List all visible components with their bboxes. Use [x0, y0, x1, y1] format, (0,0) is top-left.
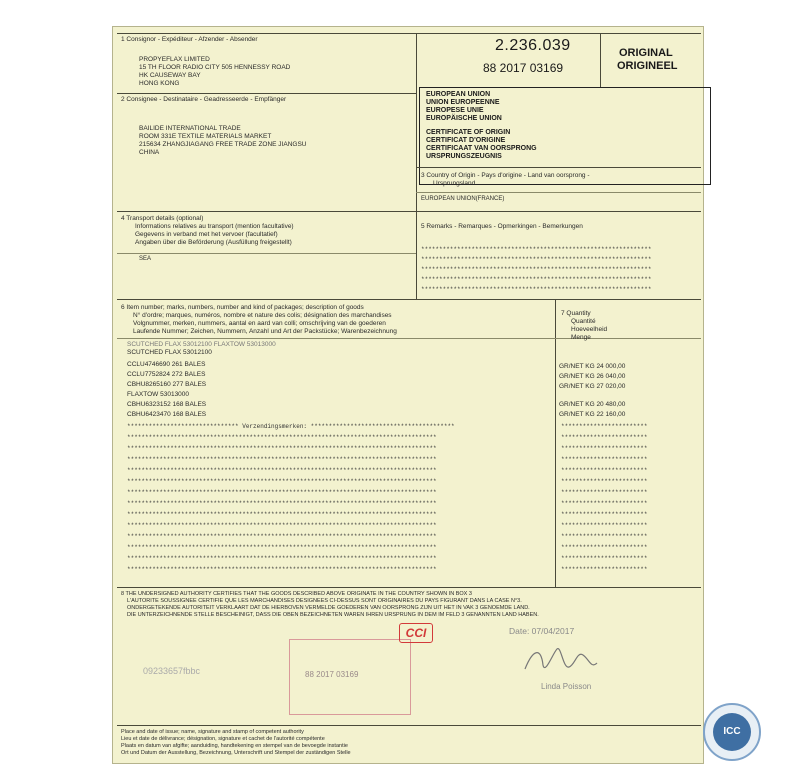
quantity-5: GR/NET KG 22 160,00: [559, 411, 626, 418]
signer-name: Linda Poisson: [541, 682, 592, 691]
certificate-number: 2.236.039: [495, 37, 571, 54]
goods-line-6: FLAXTOW 53013000: [127, 391, 190, 398]
quantity-filler-7: ************************: [561, 489, 648, 496]
quantity-filler-13: ************************: [561, 555, 648, 562]
box5-label: 5 Remarks - Remarques - Opmerkingen - Bemerkungen: [421, 223, 583, 230]
signature-stroke: [525, 649, 597, 669]
stamp-code: 09233657fbbc: [143, 666, 201, 676]
divider-footer: [117, 725, 701, 726]
box4-label-3: Gegevens in verband met het vervoer (facultatief): [135, 231, 278, 238]
footer-line-2: Lieu et date de délivrance; désignation, signature et cachet de l'autorité compétente: [121, 736, 325, 742]
consignor-line-1: PROPYEFLAX LIMITED: [139, 56, 210, 63]
goods-line-2: SCUTCHED FLAX 53012100: [127, 349, 212, 356]
box7-label-1: 7 Quantity: [561, 310, 591, 317]
box8-text-4: DIE UNTERZEICHNENDE STELLE BESCHEINIGT, DASS DIE OBEN BEZEICHNETEN WAREN IHREN URSPRUNG IN DEM IM FELD 3 GENANNTEN LAND HABEN.: [127, 612, 539, 618]
quantity-filler-5: ************************: [561, 467, 648, 474]
box7-label-4: Menge: [571, 334, 591, 341]
consignor-line-4: HONG KONG: [139, 80, 180, 87]
remarks-filler-1: ****************************************************************: [421, 246, 652, 253]
icc-seal-text: ICC: [723, 726, 741, 737]
country-of-origin-value: EUROPEAN UNION(FRANCE): [421, 196, 505, 202]
divider-box8-top: [117, 587, 701, 588]
remarks-filler-5: ****************************************************************: [421, 286, 652, 293]
goods-filler-1: **************************************************************************************: [127, 434, 437, 441]
origineel-label: ORIGINEEL: [617, 60, 678, 72]
icc-seal-inner: [713, 713, 751, 751]
consignee-line-2: ROOM 331E TEXTILE MATERIALS MARKET: [139, 133, 272, 140]
certificate-sheet: [112, 26, 741, 764]
eu-line-3: EUROPESE UNIE: [426, 107, 484, 114]
cert-title-1: CERTIFICATE OF ORIGIN: [426, 129, 511, 136]
quantity-4: GR/NET KG 20 480,00: [559, 401, 626, 408]
divider-box6-top: [117, 299, 701, 300]
box2-label: 2 Consignee - Destinataire - Geadresseerde - Empfänger: [121, 96, 287, 103]
box7-label-3: Hoeveelheid: [571, 326, 608, 333]
footer-line-4: Ort und Datum der Ausstellung, Bezeichnung, Unterschrift und Stempel der zuständigen Stelle: [121, 750, 351, 756]
issue-date: Date: 07/04/2017: [509, 626, 575, 636]
divider-top: [117, 33, 701, 34]
quantity-filler-3: ************************: [561, 445, 648, 452]
box6-label-2: N° d'ordre; marques, numéros, nombre et nature des colis; désignation des marchandises: [133, 312, 392, 319]
box8-text-3: ONDERGETEKENDE AUTORITEIT VERKLAART DAT DE HIERBOVEN VERMELDE GOEDEREN VAN OORSPRONG ZIJN UIT HET IN VAK 3 GENOEMDE LAND.: [127, 605, 530, 611]
certificate-serial: 88 2017 03169: [483, 61, 564, 75]
quantity-2: GR/NET KG 26 040,00: [559, 373, 626, 380]
divider-box6-box7: [555, 299, 556, 587]
consignor-line-2: 15 TH FLOOR RADIO CITY 505 HENNESSY ROAD: [139, 64, 291, 71]
divider-box3-box5: [416, 211, 701, 212]
remarks-filler-2: ****************************************************************: [421, 256, 652, 263]
goods-filler-5: **************************************************************************************: [127, 478, 437, 485]
goods-filler-13: **************************************************************************************: [127, 566, 437, 573]
signature-scribble: [521, 639, 601, 679]
box1-label: 1 Consignor - Expéditeur - Afzender - Absender: [121, 36, 258, 43]
quantity-filler-11: ************************: [561, 533, 648, 540]
box7-label-2: Quantité: [571, 318, 596, 325]
shipping-marks-line: ******************************* Verzendingsmerken: ****************************************: [127, 423, 455, 430]
quantity-filler-1: ************************: [561, 423, 648, 430]
goods-line-7: CBHU6323152 168 BALES: [127, 401, 207, 408]
original-label: ORIGINAL: [619, 47, 673, 59]
stamp-serial: 88 2017 03169: [305, 670, 359, 679]
goods-line-4: CCLU7752824 272 BALES: [127, 371, 206, 378]
box3-value-line: [416, 192, 701, 193]
consignee-line-3: 215634 ZHANGJIAGANG FREE TRADE ZONE JIANGSU: [139, 141, 307, 148]
eu-line-1: EUROPEAN UNION: [426, 91, 491, 98]
divider-box1-box2: [117, 93, 416, 94]
divider-center-vertical: [416, 33, 417, 299]
divider-header-right: [600, 33, 601, 87]
box3-label: 3 Country of Origin - Pays d'origine - Land van oorsprong -: [421, 172, 590, 179]
cert-title-2: CERTIFICAT D'ORIGINE: [426, 137, 506, 144]
goods-line-3: CCLU4746690 261 BALES: [127, 361, 206, 368]
quantity-filler-12: ************************: [561, 544, 648, 551]
goods-filler-2: **************************************************************************************: [127, 445, 437, 452]
goods-filler-4: **************************************************************************************: [127, 467, 437, 474]
box6-label-4: Laufende Nummer; Zeichen, Nummern, Anzahl und Art der Packstücke; Warenbezeichnung: [133, 328, 397, 335]
goods-line-1: SCUTCHED FLAX 53012100 FLAXTOW 53013000: [127, 341, 276, 348]
cert-title-4: URSPRUNGSZEUGNIS: [426, 153, 502, 160]
quantity-filler-2: ************************: [561, 434, 648, 441]
goods-line-8: CBHU6423470 168 BALES: [127, 411, 207, 418]
box6-header-line: [117, 338, 701, 339]
cci-logo: [399, 623, 433, 643]
quantity-filler-9: ************************: [561, 511, 648, 518]
box4-label-1: 4 Transport details (optional): [121, 215, 204, 222]
box4-label-4: Angaben über die Beförderung (Ausfüllung freigestellt): [135, 239, 292, 246]
consignor-line-3: HK CAUSEWAY BAY: [139, 72, 201, 79]
goods-filler-6: **************************************************************************************: [127, 489, 437, 496]
goods-filler-8: **************************************************************************************: [127, 511, 437, 518]
icc-seal: [703, 703, 761, 761]
quantity-filler-10: ************************: [561, 522, 648, 529]
consignee-line-4: CHINA: [139, 149, 160, 156]
divider-box2-box4: [117, 211, 416, 212]
eu-line-2: UNION EUROPEENNE: [426, 99, 500, 106]
box3-top-line: [416, 167, 701, 168]
remarks-filler-4: ****************************************************************: [421, 276, 652, 283]
footer-line-3: Plaats en datum van afgifte; aanduiding, handtekening en stempel van de bevoegde instantie: [121, 743, 348, 749]
quantity-3: GR/NET KG 27 020,00: [559, 383, 626, 390]
box4-value-line: [117, 253, 416, 254]
eu-line-4: EUROPÄISCHE UNION: [426, 115, 502, 122]
transport-value: SEA: [139, 256, 152, 262]
goods-line-5: CBHU8265160 277 BALES: [127, 381, 207, 388]
remarks-filler-3: ****************************************************************: [421, 266, 652, 273]
goods-filler-11: **************************************************************************************: [127, 544, 437, 551]
cci-logo-text: CCI: [405, 626, 427, 640]
box8-text-2: L'AUTORITE SOUSSIGNEE CERTIFIE QUE LES MARCHANDISES DESIGNEES CI-DESSUS SONT ORIGINAIRES DU PAYS FIGURANT DANS LA CASE N°3.: [127, 598, 522, 604]
footer-line-1: Place and date of issue; name, signature and stamp of competent authority: [121, 729, 304, 735]
goods-filler-9: **************************************************************************************: [127, 522, 437, 529]
cert-title-3: CERTIFICAAT VAN OORSPRONG: [426, 145, 537, 152]
quantity-filler-8: ************************: [561, 500, 648, 507]
box6-label-1: 6 Item number; marks, numbers, number and kind of packages; description of goods: [121, 304, 364, 311]
quantity-filler-6: ************************: [561, 478, 648, 485]
quantity-filler-14: ************************: [561, 566, 648, 573]
consignee-line-1: BAILIDE INTERNATIONAL TRADE: [139, 125, 241, 132]
box3-label-2: Ursprungsland: [433, 180, 476, 187]
box4-label-2: Informations relatives au transport (mention facultative): [135, 223, 294, 230]
box6-label-3: Volgnummer, merken, nummers, aantal en aard van colli; omschrijving van de goederen: [133, 320, 386, 327]
goods-filler-7: **************************************************************************************: [127, 500, 437, 507]
quantity-filler-4: ************************: [561, 456, 648, 463]
goods-filler-12: **************************************************************************************: [127, 555, 437, 562]
goods-filler-10: **************************************************************************************: [127, 533, 437, 540]
quantity-1: GR/NET KG 24 000,00: [559, 363, 626, 370]
goods-filler-3: **************************************************************************************: [127, 456, 437, 463]
box8-text-1: 8 THE UNDERSIGNED AUTHORITY CERTIFIES THAT THE GOODS DESCRIBED ABOVE ORIGINATE IN THE COUNTRY SHOWN IN BOX 3: [121, 591, 472, 597]
